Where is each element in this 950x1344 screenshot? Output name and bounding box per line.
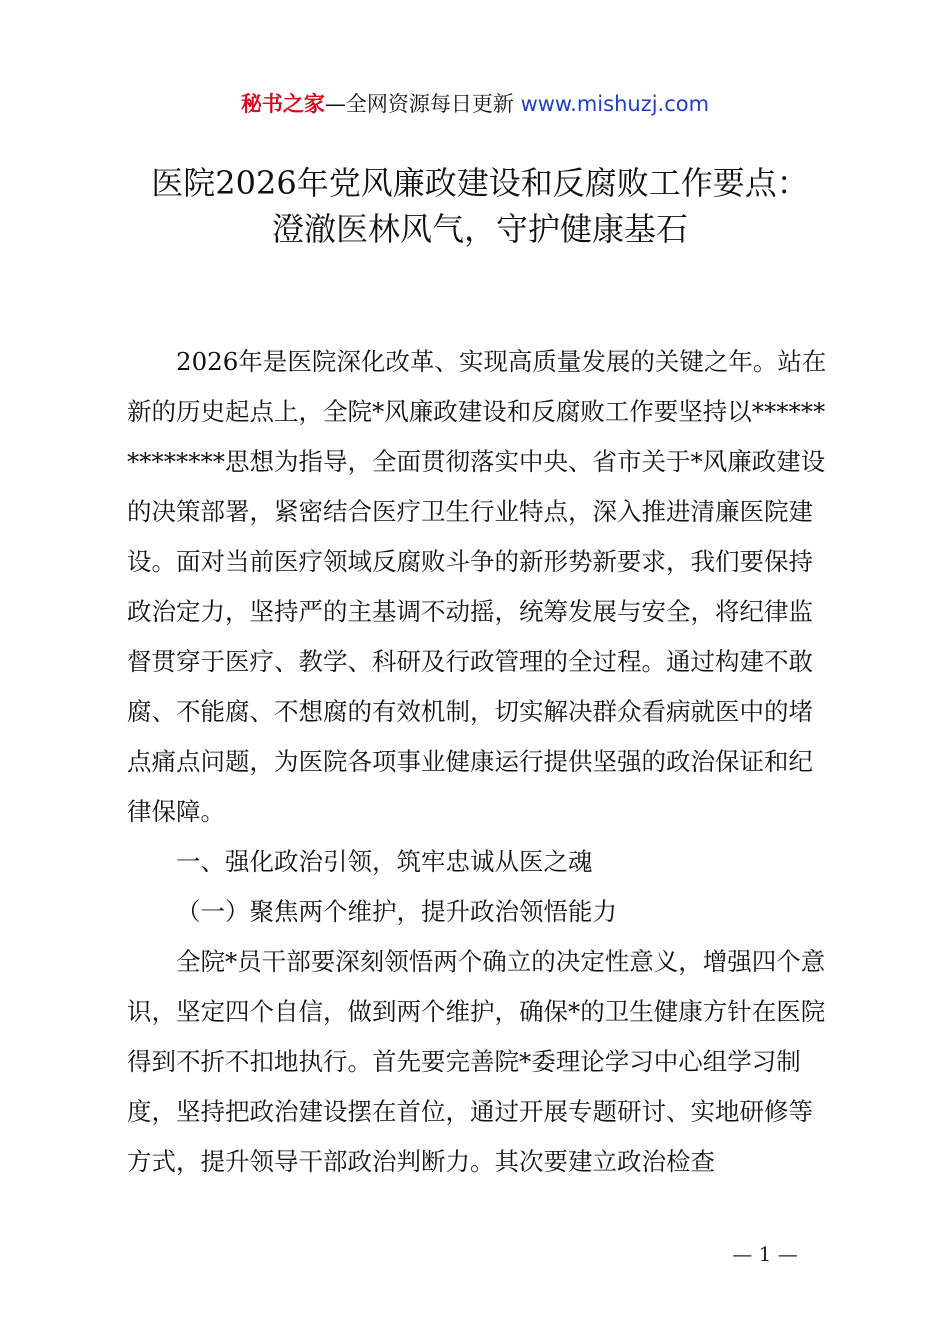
brand-name: 秘书之家 bbox=[240, 92, 325, 116]
intro-paragraph: 2026年是医院深化改革、实现高质量发展的关键之年。站在新的历史起点上，全院*风廉政建设和反腐败工作要坚持以**************思想为指导，全面贯彻落实中央、省市关于*风廉政建设的决策部署，紧密结合医疗卫生行业特点，深入推进清廉医院建设。面对当前医疗领域反腐败斗争的新形势新要求，我们要保持政治定力，坚持严的主基调不动摇，统筹发展与安全，将纪律监督贯穿于医疗、教学、科研及行政管理的全过程。通过构建不敢腐、不能腐、不想腐的有效机制，切实解决群众看病就医中的堵点痛点问题，为医院各项事业健康运行提供坚强的政治保证和纪律保障。 bbox=[127, 347, 827, 826]
header-tagline: —全网资源每日更新 bbox=[324, 92, 521, 116]
page-number: — 1 — bbox=[732, 1242, 798, 1266]
subsection-heading-1: （一）聚焦两个维护，提升政治领悟能力 bbox=[176, 897, 617, 926]
title-line-1: 医院2026年党风廉政建设和反腐败工作要点： bbox=[151, 164, 809, 202]
body-paragraph: 全院*员干部要深刻领悟两个确立的决定性意义，增强四个意识，坚定四个自信，做到两个维护，确保*的卫生健康方针在医院得到不折不扣地执行。首先要完善院*委理论学习中心组学习制度，坚持把政治建设摆在首位，通过开展专题研讨、实地研修等方式，提升领导干部政治判断力。其次要建立政治检查 bbox=[127, 947, 826, 1176]
site-url[interactable]: www.mishuzj.com bbox=[520, 92, 710, 116]
section-heading-1: 一、强化政治引领，筑牢忠诚从医之魂 bbox=[176, 847, 593, 876]
site-header bbox=[0, 88, 950, 120]
title-line-2: 澄澈医林风气，守护健康基石 bbox=[271, 210, 688, 248]
document-title bbox=[60, 160, 900, 252]
document-body bbox=[127, 337, 837, 1187]
